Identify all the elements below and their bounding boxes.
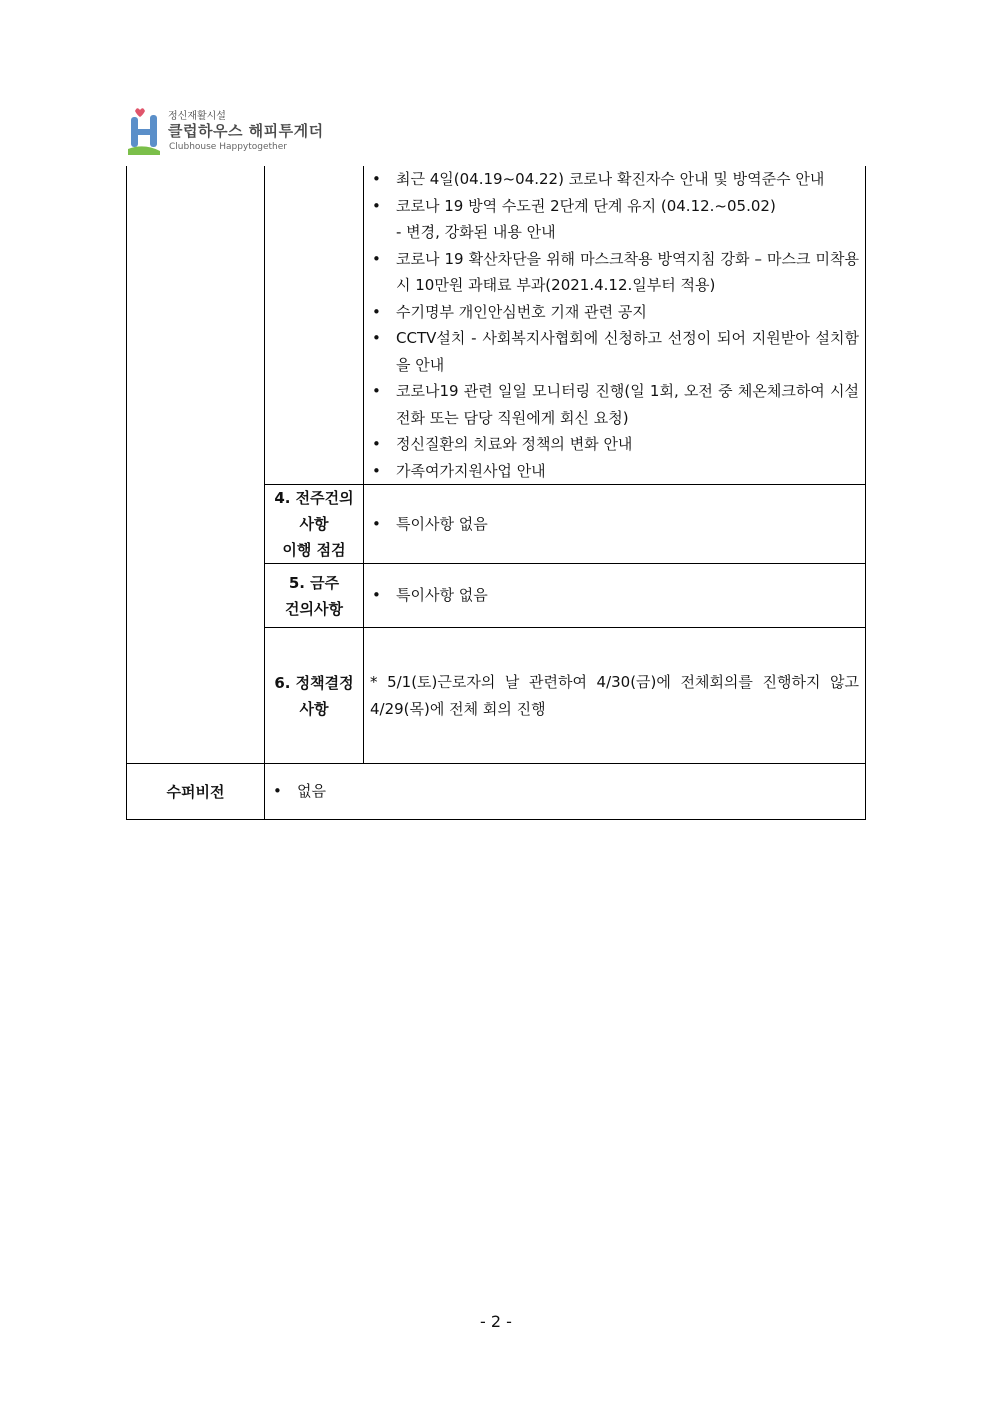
row4-content-cell: [364, 485, 866, 564]
clubhouse-logo-icon: [128, 103, 162, 155]
logo-title: 클럽하우스 해피투게더: [168, 122, 324, 140]
label-line: 사항: [299, 699, 329, 718]
notice-text: 코로나 19 방역 수도권 2단계 단계 유지 (04.12.~05.02) - 변경, 강화된 내용 안내: [396, 196, 776, 241]
row6-content-cell: [364, 628, 866, 764]
list-item: • 특이사항 없음: [372, 511, 859, 538]
policy-note: * 5/1(토)근로자의 날 관련하여 4/30(금)에 전체회의를 진행하지 않고 4/29(목)에 전체 회의 진행: [370, 672, 859, 718]
list-item: • 가족여가지원사업 안내: [372, 458, 859, 485]
row5-content-cell: [364, 564, 866, 628]
empty-label-cell: [265, 166, 364, 485]
notice-list: [364, 166, 865, 484]
logo-english: Clubhouse Happytogether: [169, 142, 287, 152]
empty-left-cell: [127, 166, 265, 764]
label-line: 4. 전주건의: [274, 489, 354, 507]
row5-label: [265, 570, 363, 622]
supervision-list: [265, 778, 865, 805]
notices-row: [127, 166, 866, 485]
row5-label-cell: [265, 564, 364, 628]
supervision-label-cell: [127, 764, 265, 820]
supervision-label: 수퍼비전: [166, 783, 225, 801]
list-item: • CCTV설치 - 사회복지사협회에 신청하고 선정이 되어 지원받아 설치함을 안내: [372, 325, 859, 378]
list-item: • 코로나 19 확산차단을 위해 마스크착용 방역지침 강화 – 마스크 미착용시 10만원 과태료 부과(2021.4.12.일부터 적용): [372, 246, 859, 299]
list-item: • 수기명부 개인안심번호 기재 관련 공지: [372, 299, 859, 326]
label-line: 건의사항: [285, 599, 343, 618]
list-item: • 최근 4일(04.19~04.22) 코로나 확진자수 안내 및 방역준수 안내: [372, 166, 859, 193]
logo-subtitle: 정신재활시설: [168, 111, 226, 122]
list-item: [372, 193, 859, 246]
page-number: - 2 -: [480, 1312, 512, 1331]
list-item: • 없음: [273, 778, 859, 805]
label-line: 사항: [299, 515, 329, 533]
list-item: • 특이사항 없음: [372, 582, 859, 609]
row4-label: [265, 485, 363, 563]
list-item: • 코로나19 관련 일일 모니터링 진행(일 1회, 오전 중 체온체크하여 시설 전화 또는 담당 직원에게 회신 요청): [372, 378, 859, 431]
label-line: 6. 정책결정: [274, 673, 354, 692]
row5-list: [364, 582, 865, 609]
label-line: 이행 점검: [282, 541, 346, 559]
supervision-content-cell: [265, 764, 866, 820]
meeting-table: [126, 166, 866, 820]
logo: [128, 103, 328, 157]
row6-label-cell: [265, 628, 364, 764]
row6-label: [265, 670, 363, 722]
row-supervision: [127, 764, 866, 820]
notices-cell: [364, 166, 866, 485]
label-line: 5. 금주: [288, 573, 340, 592]
list-item: • 정신질환의 치료와 정책의 변화 안내: [372, 431, 859, 458]
row4-list: [364, 511, 865, 538]
row4-label-cell: [265, 485, 364, 564]
